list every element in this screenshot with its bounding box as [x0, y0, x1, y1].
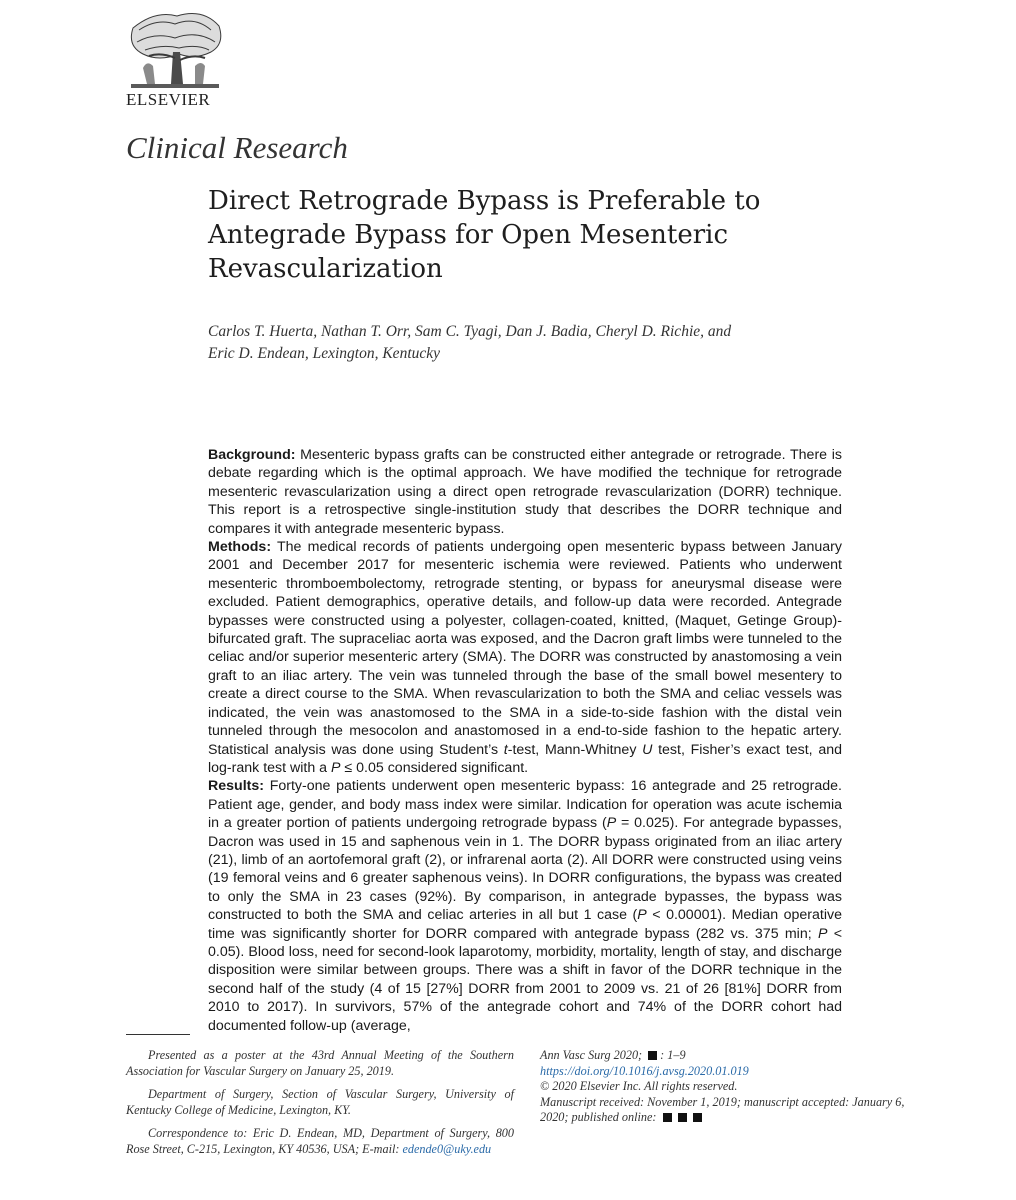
methods-text: test, Fisher’s exact test, and log-rank test with a	[208, 741, 842, 776]
section-heading: Clinical Research	[126, 130, 348, 165]
footnote-divider	[126, 1034, 190, 1035]
elsevier-logo	[122, 8, 228, 90]
copyright-notice: © 2020 Elsevier Inc. All rights reserved.	[540, 1079, 738, 1094]
title-line: Antegrade Bypass for Open Mesenteric	[208, 220, 729, 250]
abstract-background	[208, 446, 842, 538]
title-line: Direct Retrograde Bypass is Preferable to	[208, 186, 761, 216]
footnotes	[126, 1048, 514, 1166]
placeholder-square	[663, 1113, 672, 1122]
journal-name: Ann Vasc Surg 2020;	[540, 1048, 646, 1062]
abstract-results	[208, 777, 842, 1035]
abstract	[208, 446, 842, 1035]
methods-text: The medical records of patients undergoing open mesenteric bypass between January 2001 and December 2017 for mesenteric ischemia were reviewed. Patients who underwent mesenteric thromboembolectomy, retrograde stenting, or bypass for aneurysmal disease were excluded. Patient demographics, operative details, and follow-up data were recorded. Antegrade bypasses were constructed using a polyester, collagen-coated, knitted, (Maquet, Getinge Group)-bifurcated graft. The supraceliac aorta was exposed, and the Dacron graft limbs were tunneled to the celiac and/or superior mesenteric artery (SMA). The DORR was constructed by anastomosing a vein graft to an iliac artery. The vein was tunneled through the base of the small bowel mesentery to create a direct course to the SMA. When revascularization to both the SMA and celiac vessels was indicated, the vein was anastomosed to the SMA in a side-to-side fashion with the distal vein tunneled through the mesocolon and anastomosed in a end-to-side fashion to the hepatic artery. Statistical analysis was done using Student’s	[208, 539, 842, 758]
results-text: = 0.025). For antegrade bypasses, Dacron was used in 15 and saphenous vein in 1. The DORR bypass originated from an iliac artery (21), limb of an aortofemoral graft (2), or infrarenal aorta (2). All DORR were constructed using veins (19 femoral veins and 6 greater saphenous veins). In DORR configurations, the bypass was created to only the SMA in 23 cases (92%). By comparison, in antegrade bypasses, the bypass was constructed to both the SMA and celiac arteries in all but 1 case (	[208, 815, 842, 924]
author-line: Eric D. Endean, Lexington, Kentucky	[208, 345, 441, 362]
title-line: Revascularization	[208, 254, 443, 284]
manuscript-text: Manuscript received: November 1, 2019; manuscript accepted: January 6, 2020; published online:	[540, 1094, 905, 1125]
results-text: Forty-one patients underwent open mesenteric bypass: 16 antegrade and 25 retrograde. Patient age, gender, and body mass index were similar. Indication for operation was acute ischemia in a greater portion of patients undergoing retrograde bypass (	[208, 778, 842, 832]
results-text: < 0.05). Blood loss, need for second-look laparotomy, morbidity, mortality, length of stay, and discharge disposition were similar between groups. There was a shift in favor of the DORR technique in the second half of the study (4 of 15 [27%] DORR from 2001 to 2009 vs. 21 of 26 [81%] DORR from 2010 to 2017). In survivors, 57% of the antegrade cohort and 74% of the DORR cohort had documented follow-up (average,	[208, 925, 842, 1034]
citation-pages: : 1–9	[660, 1048, 686, 1062]
methods-italic-t: t	[503, 741, 508, 758]
volume-placeholder-square	[648, 1051, 657, 1060]
results-italic-p: P	[637, 907, 647, 924]
article-title	[208, 184, 848, 286]
elsevier-tree-icon	[125, 8, 225, 90]
manuscript-dates	[540, 1095, 932, 1126]
author-line: Carlos T. Huerta, Nathan T. Orr, Sam C. Tyagi, Dan J. Badia, Cheryl D. Richie, and	[208, 323, 732, 340]
methods-text: ≤ 0.05 considered significant.	[340, 759, 529, 776]
methods-italic-p: P	[331, 759, 341, 776]
doi-link[interactable]: https://doi.org/10.1016/j.avsg.2020.01.019	[540, 1063, 749, 1078]
placeholder-square	[678, 1113, 687, 1122]
methods-text: -test, Mann-Whitney	[507, 741, 643, 758]
footnote-department: Department of Surgery, Section of Vascular Surgery, University of Kentucky College of Medicine, Lexington, KY.	[126, 1087, 514, 1117]
placeholder-square	[693, 1113, 702, 1122]
background-text: Mesenteric bypass grafts can be constructed either antegrade or retrograde. There is debate regarding which is the optimal approach. We have modified the technique for retrograde mesenteric revascularization using a direct open retrograde revascularization (DORR) technique. This report is a retrospective single-institution study that describes the DORR technique and compares it with antegrade mesenteric bypass.	[208, 447, 842, 537]
footnote-presented: Presented as a poster at the 43rd Annual Meeting of the Southern Association for Vascular Surgery on January 25, 2019.	[126, 1048, 514, 1078]
background-label: Background:	[208, 447, 296, 463]
abstract-methods	[208, 538, 842, 777]
footnote-correspondence	[126, 1126, 514, 1157]
email-link[interactable]: edende0@uky.edu	[402, 1141, 492, 1156]
publisher-name: ELSEVIER	[126, 90, 211, 109]
methods-italic-u: U	[642, 741, 653, 758]
results-label: Results:	[208, 778, 264, 795]
results-italic-p: P	[606, 815, 617, 832]
results-text: < 0.00001). Median operative time was significantly shorter for DORR compared with antegrade bypass (282 vs. 375 min;	[208, 907, 842, 942]
methods-label: Methods:	[208, 539, 272, 556]
journal-citation	[540, 1048, 932, 1064]
citation-info	[540, 1048, 932, 1126]
correspondence-text: Correspondence to: Eric D. Endean, MD, Department of Surgery, 800 Rose Street, C-215, Lexington, KY 40536, USA; E-mail:	[126, 1126, 514, 1156]
results-italic-p: P	[817, 925, 828, 942]
author-list	[208, 321, 848, 365]
